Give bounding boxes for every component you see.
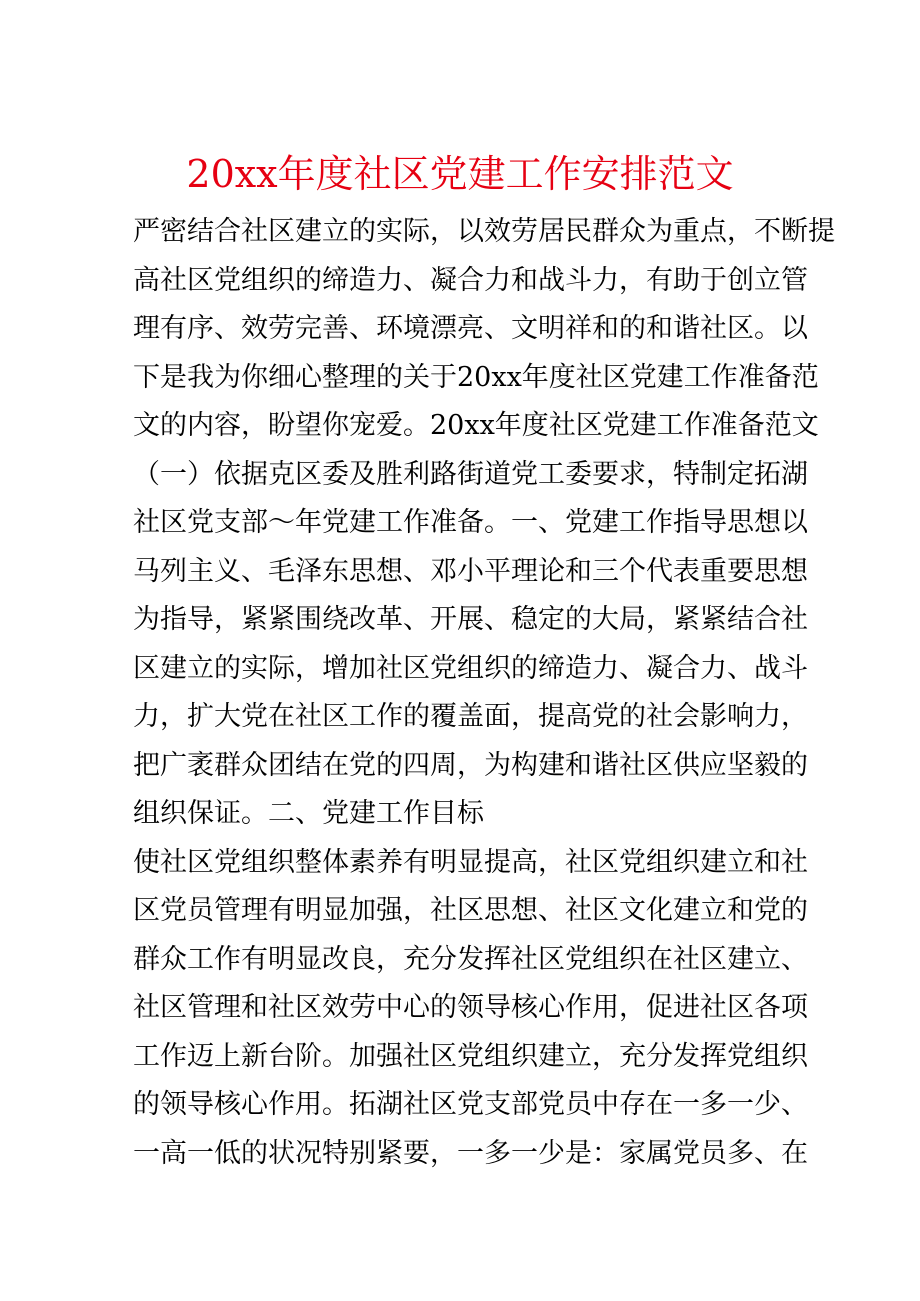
body-line: 组织保证。二、党建工作目标 <box>133 798 484 829</box>
body-line: （一）依据克区委及胜利路街道党工委要求，特制定拓湖 <box>133 458 808 490</box>
body-line: 为指导，紧紧围绕改革、开展、稳定的大局，紧紧结合社 <box>133 604 808 635</box>
body-line: 区党员管理有明显加强，社区思想、社区文化建立和党的 <box>133 895 808 926</box>
body-line: 的领导核心作用。拓湖社区党支部党员中存在一多一少、 <box>133 1089 808 1120</box>
body-line: 下是我为你细心整理的关于20xx年度社区党建工作准备范 <box>133 361 819 393</box>
body-line: 一高一低的状况特别紧要，一多一少是：家属党员多、在 <box>133 1137 808 1169</box>
body-line: 高社区党组织的缔造力、凝合力和战斗力，有助于创立管 <box>133 264 808 296</box>
body-line: 文的内容，盼望你宠爱。20xx年度社区党建工作准备范文 <box>133 410 819 441</box>
body-line: 社区管理和社区效劳中心的领导核心作用，促进社区各项 <box>133 992 808 1023</box>
document-body <box>133 208 835 1178</box>
body-line: 区建立的实际，增加社区党组织的缔造力、凝合力、战斗 <box>133 652 808 684</box>
body-line: 力，扩大党在社区工作的覆盖面，提高党的社会影响力， <box>133 701 808 732</box>
body-line: 工作迈上新台阶。加强社区党组织建立，充分发挥党组织 <box>133 1040 808 1072</box>
body-line: 群众工作有明显改良，充分发挥社区党组织在社区建立、 <box>133 943 808 975</box>
body-line: 社区党支部～年党建工作准备。一、党建工作指导思想以 <box>133 507 808 538</box>
body-line: 严密结合社区建立的实际，以效劳居民群众为重点，不断提 <box>133 216 835 247</box>
body-line: 理有序、效劳完善、环境漂亮、文明祥和的和谐社区。以 <box>133 313 808 344</box>
body-line: 把广袤群众团结在党的四周，为构建和谐社区供应坚毅的 <box>133 749 808 781</box>
body-line: 马列主义、毛泽东思想、邓小平理论和三个代表重要思想 <box>133 555 808 587</box>
document-title: 20xx年度社区党建工作安排范文 <box>186 152 734 196</box>
body-line: 使社区党组织整体素养有明显提高，社区党组织建立和社 <box>133 846 808 878</box>
